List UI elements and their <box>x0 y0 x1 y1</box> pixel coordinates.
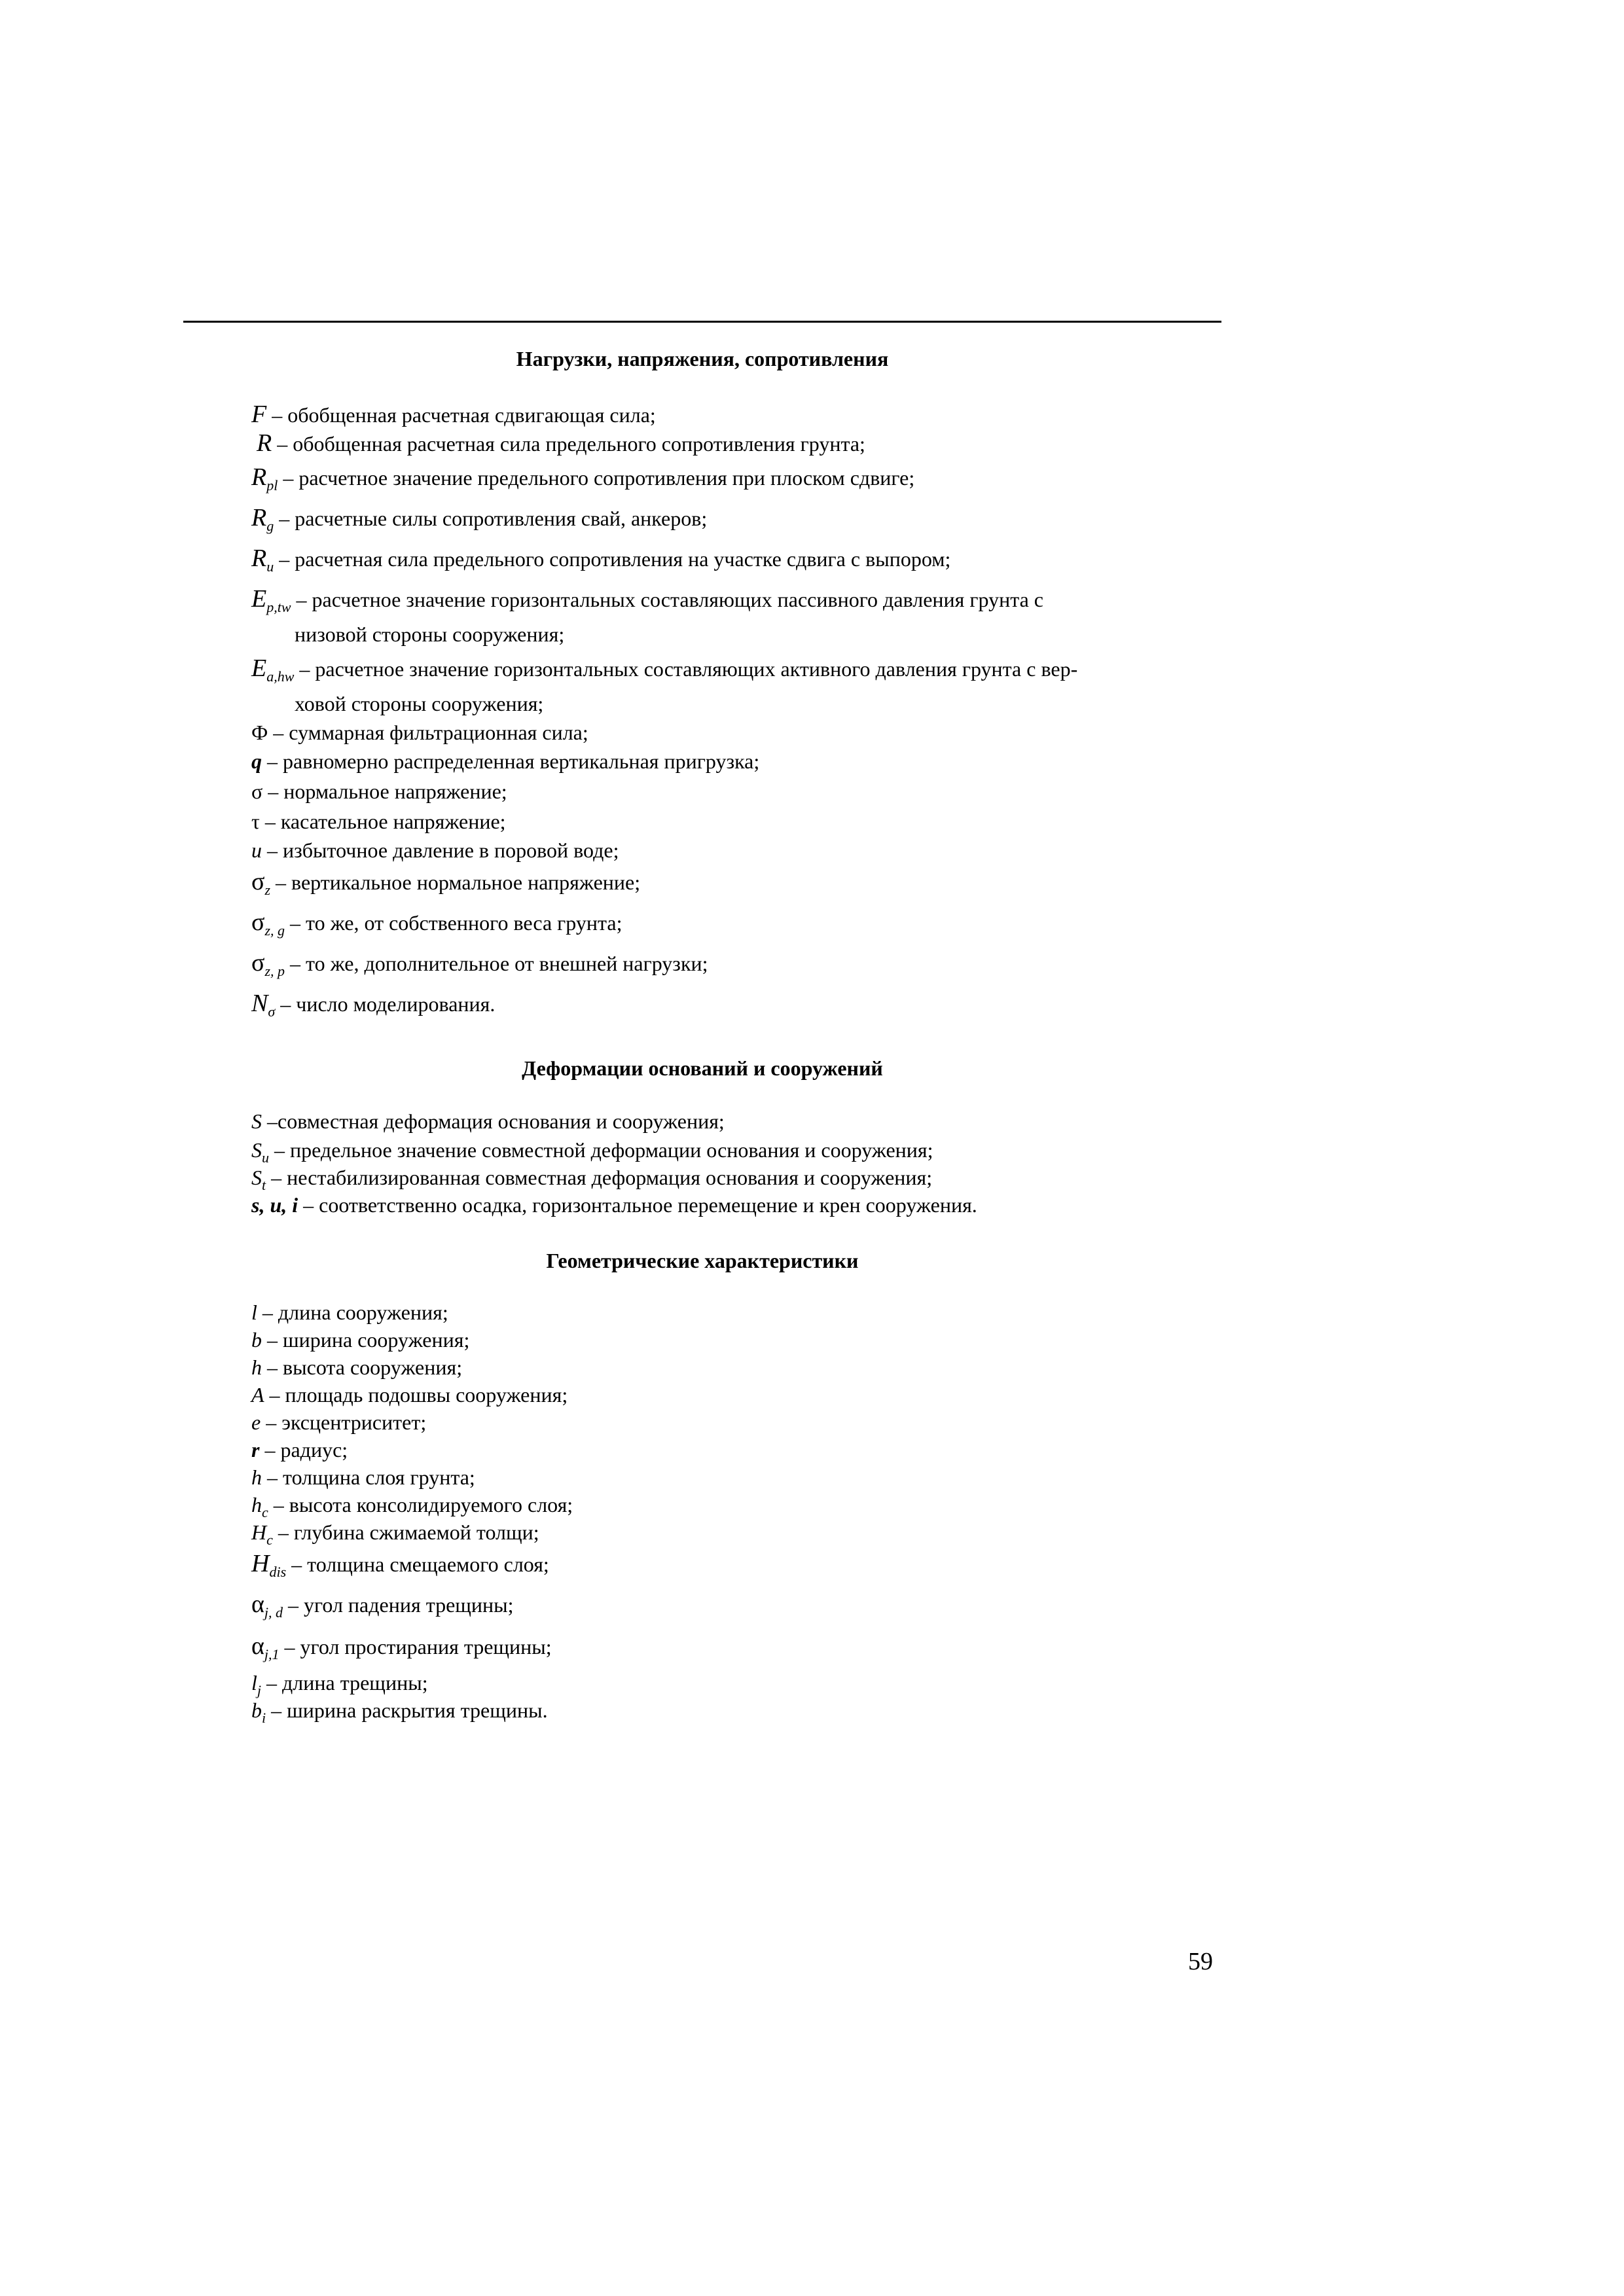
section-heading-geometry: Геометрические характеристики <box>546 1249 859 1272</box>
definition: – то же, дополнительное от внешней нагрузки; <box>285 952 708 975</box>
subscript: σ <box>268 1003 276 1020</box>
section-heading-deformations: Деформации оснований и сооружений <box>522 1056 883 1080</box>
list-item <box>251 836 1233 864</box>
symbol: α <box>251 1590 264 1618</box>
subscript: j, d <box>264 1604 283 1621</box>
list-item <box>251 719 1233 746</box>
symbol: e <box>251 1410 261 1434</box>
list-item <box>251 868 1233 904</box>
subscript: u <box>266 558 274 575</box>
definition: – обобщенная расчетная сила предельного сопротивления грунта; <box>272 432 865 456</box>
definition: – расчетное значение горизонтальных составляющих пассивного давления грунта с <box>291 588 1043 611</box>
subscript: j,1 <box>264 1646 280 1662</box>
symbol: R <box>257 429 272 457</box>
symbol: Ф <box>251 721 268 744</box>
definition: – касательное напряжение; <box>259 810 506 833</box>
list-item <box>251 463 1233 499</box>
symbol: σ <box>251 949 265 977</box>
symbol: τ <box>251 810 260 833</box>
symbol: R <box>251 463 267 491</box>
list-item <box>251 949 1233 985</box>
subscript: t <box>262 1177 266 1193</box>
definition: – равномерно распределенная вертикальная пригрузка; <box>262 749 760 773</box>
symbol: h <box>251 1355 262 1379</box>
list-item <box>251 1354 1233 1381</box>
symbol: l <box>251 1671 257 1695</box>
definition: – обобщенная расчетная сдвигающая сила; <box>266 403 656 427</box>
definition: – число моделирования. <box>275 992 496 1016</box>
definition: –совместная деформация основания и сооружения; <box>262 1109 725 1133</box>
symbol: h <box>251 1493 262 1516</box>
subscript: g <box>266 518 274 534</box>
symbol: σ <box>251 908 265 936</box>
symbol: S <box>251 1138 262 1162</box>
definition: – площадь подошвы сооружения; <box>264 1383 568 1407</box>
definition: – суммарная фильтрационная сила; <box>268 721 588 744</box>
list-item <box>251 990 1233 1026</box>
symbol: R <box>251 504 267 531</box>
definition: – расчетное значение горизонтальных составляющих активного давления грунта с вер- <box>294 657 1078 681</box>
symbol: b <box>251 1698 262 1722</box>
subscript: z, p <box>264 963 285 979</box>
symbol: σ <box>251 780 263 803</box>
subscript: z, g <box>264 922 285 939</box>
definition: – длина сооружения; <box>257 1300 448 1324</box>
definition: – угол падения трещины; <box>283 1593 514 1617</box>
list-item <box>251 747 1233 775</box>
list-item <box>251 1436 1233 1463</box>
list-item <box>251 1299 1233 1326</box>
symbol: s, u, i <box>251 1193 298 1217</box>
list-item <box>251 655 1233 691</box>
symbol: h <box>251 1465 262 1489</box>
definition: – вертикальное нормальное напряжение; <box>270 870 641 894</box>
symbol: σ <box>251 868 265 895</box>
definition: – глубина сжимаемой толщи; <box>272 1520 539 1544</box>
list-item <box>251 1191 1233 1219</box>
definition: – высота сооружения; <box>262 1355 463 1379</box>
symbol: E <box>251 585 267 613</box>
subscript: dis <box>269 1564 287 1580</box>
symbol: R <box>251 545 267 572</box>
list-item <box>257 429 1238 457</box>
list-item-continuation: низовой стороны сооружения; <box>295 622 565 646</box>
subscript: j <box>257 1682 262 1698</box>
symbol: S <box>251 1166 262 1189</box>
list-item <box>251 1632 1233 1668</box>
header-rule <box>183 321 1221 323</box>
definition: – соответственно осадка, горизонтальное перемещение и крен сооружения. <box>298 1193 977 1217</box>
symbol: b <box>251 1328 262 1352</box>
symbol: E <box>251 655 267 682</box>
definition: – ширина сооружения; <box>262 1328 470 1352</box>
list-item <box>251 545 1233 581</box>
symbol: H <box>251 1520 267 1544</box>
list-item <box>251 1381 1233 1408</box>
subscript: c <box>262 1504 268 1520</box>
definition: – толщина слоя грунта; <box>262 1465 475 1489</box>
list-item <box>251 1696 1233 1732</box>
definition: – нестабилизированная совместная деформация основания и сооружения; <box>266 1166 933 1189</box>
list-item <box>251 401 1233 429</box>
subscript: pl <box>266 477 278 493</box>
definition: – радиус; <box>259 1438 348 1462</box>
page-number: 59 <box>1188 1948 1213 1975</box>
definition: – расчетная сила предельного сопротивления на участке сдвига с выпором; <box>274 547 951 571</box>
symbol: u <box>251 838 262 862</box>
symbol: l <box>251 1300 257 1324</box>
list-item <box>251 808 1233 835</box>
list-item <box>251 1463 1233 1491</box>
symbol: r <box>251 1438 260 1462</box>
definition: – эксцентриситет; <box>261 1410 427 1434</box>
symbol: S <box>251 1109 262 1133</box>
section-heading-loads: Нагрузки, напряжения, сопротивления <box>516 347 889 370</box>
definition: – угол простирания трещины; <box>279 1635 552 1659</box>
definition: – нормальное напряжение; <box>262 780 507 803</box>
list-item <box>251 585 1233 621</box>
list-item <box>251 1590 1233 1626</box>
list-item-continuation: ховой стороны сооружения; <box>295 692 544 715</box>
definition: – расчетное значение предельного сопротивления при плоском сдвиге; <box>278 466 915 490</box>
definition: – предельное значение совместной деформации основания и сооружения; <box>269 1138 933 1162</box>
symbol: α <box>251 1632 264 1660</box>
list-item <box>251 1408 1233 1436</box>
symbol: F <box>251 401 267 428</box>
list-item <box>251 1107 1233 1135</box>
definition: – толщина смещаемого слоя; <box>286 1552 549 1576</box>
subscript: z <box>264 882 271 898</box>
symbol: q <box>251 749 262 773</box>
subscript: u <box>262 1149 269 1166</box>
definition: – избыточное давление в поровой воде; <box>262 838 619 862</box>
definition: – ширина раскрытия трещины. <box>266 1698 548 1722</box>
definition: – высота консолидируемого слоя; <box>268 1493 573 1516</box>
symbol: N <box>251 990 268 1017</box>
subscript: i <box>262 1710 266 1726</box>
list-item <box>251 504 1233 540</box>
definition: – то же, от собственного веса грунта; <box>285 911 623 935</box>
definition: – расчетные силы сопротивления свай, анкеров; <box>274 507 708 530</box>
definition: – длина трещины; <box>261 1671 428 1695</box>
list-item <box>251 1550 1233 1586</box>
symbol: H <box>251 1550 270 1577</box>
list-item <box>251 1518 1233 1554</box>
list-item <box>251 1326 1233 1354</box>
subscript: p,tw <box>266 599 291 615</box>
symbol: A <box>251 1383 264 1407</box>
subscript: a,hw <box>266 668 295 685</box>
list-item <box>251 778 1233 805</box>
subscript: c <box>266 1532 273 1548</box>
list-item <box>251 908 1233 944</box>
